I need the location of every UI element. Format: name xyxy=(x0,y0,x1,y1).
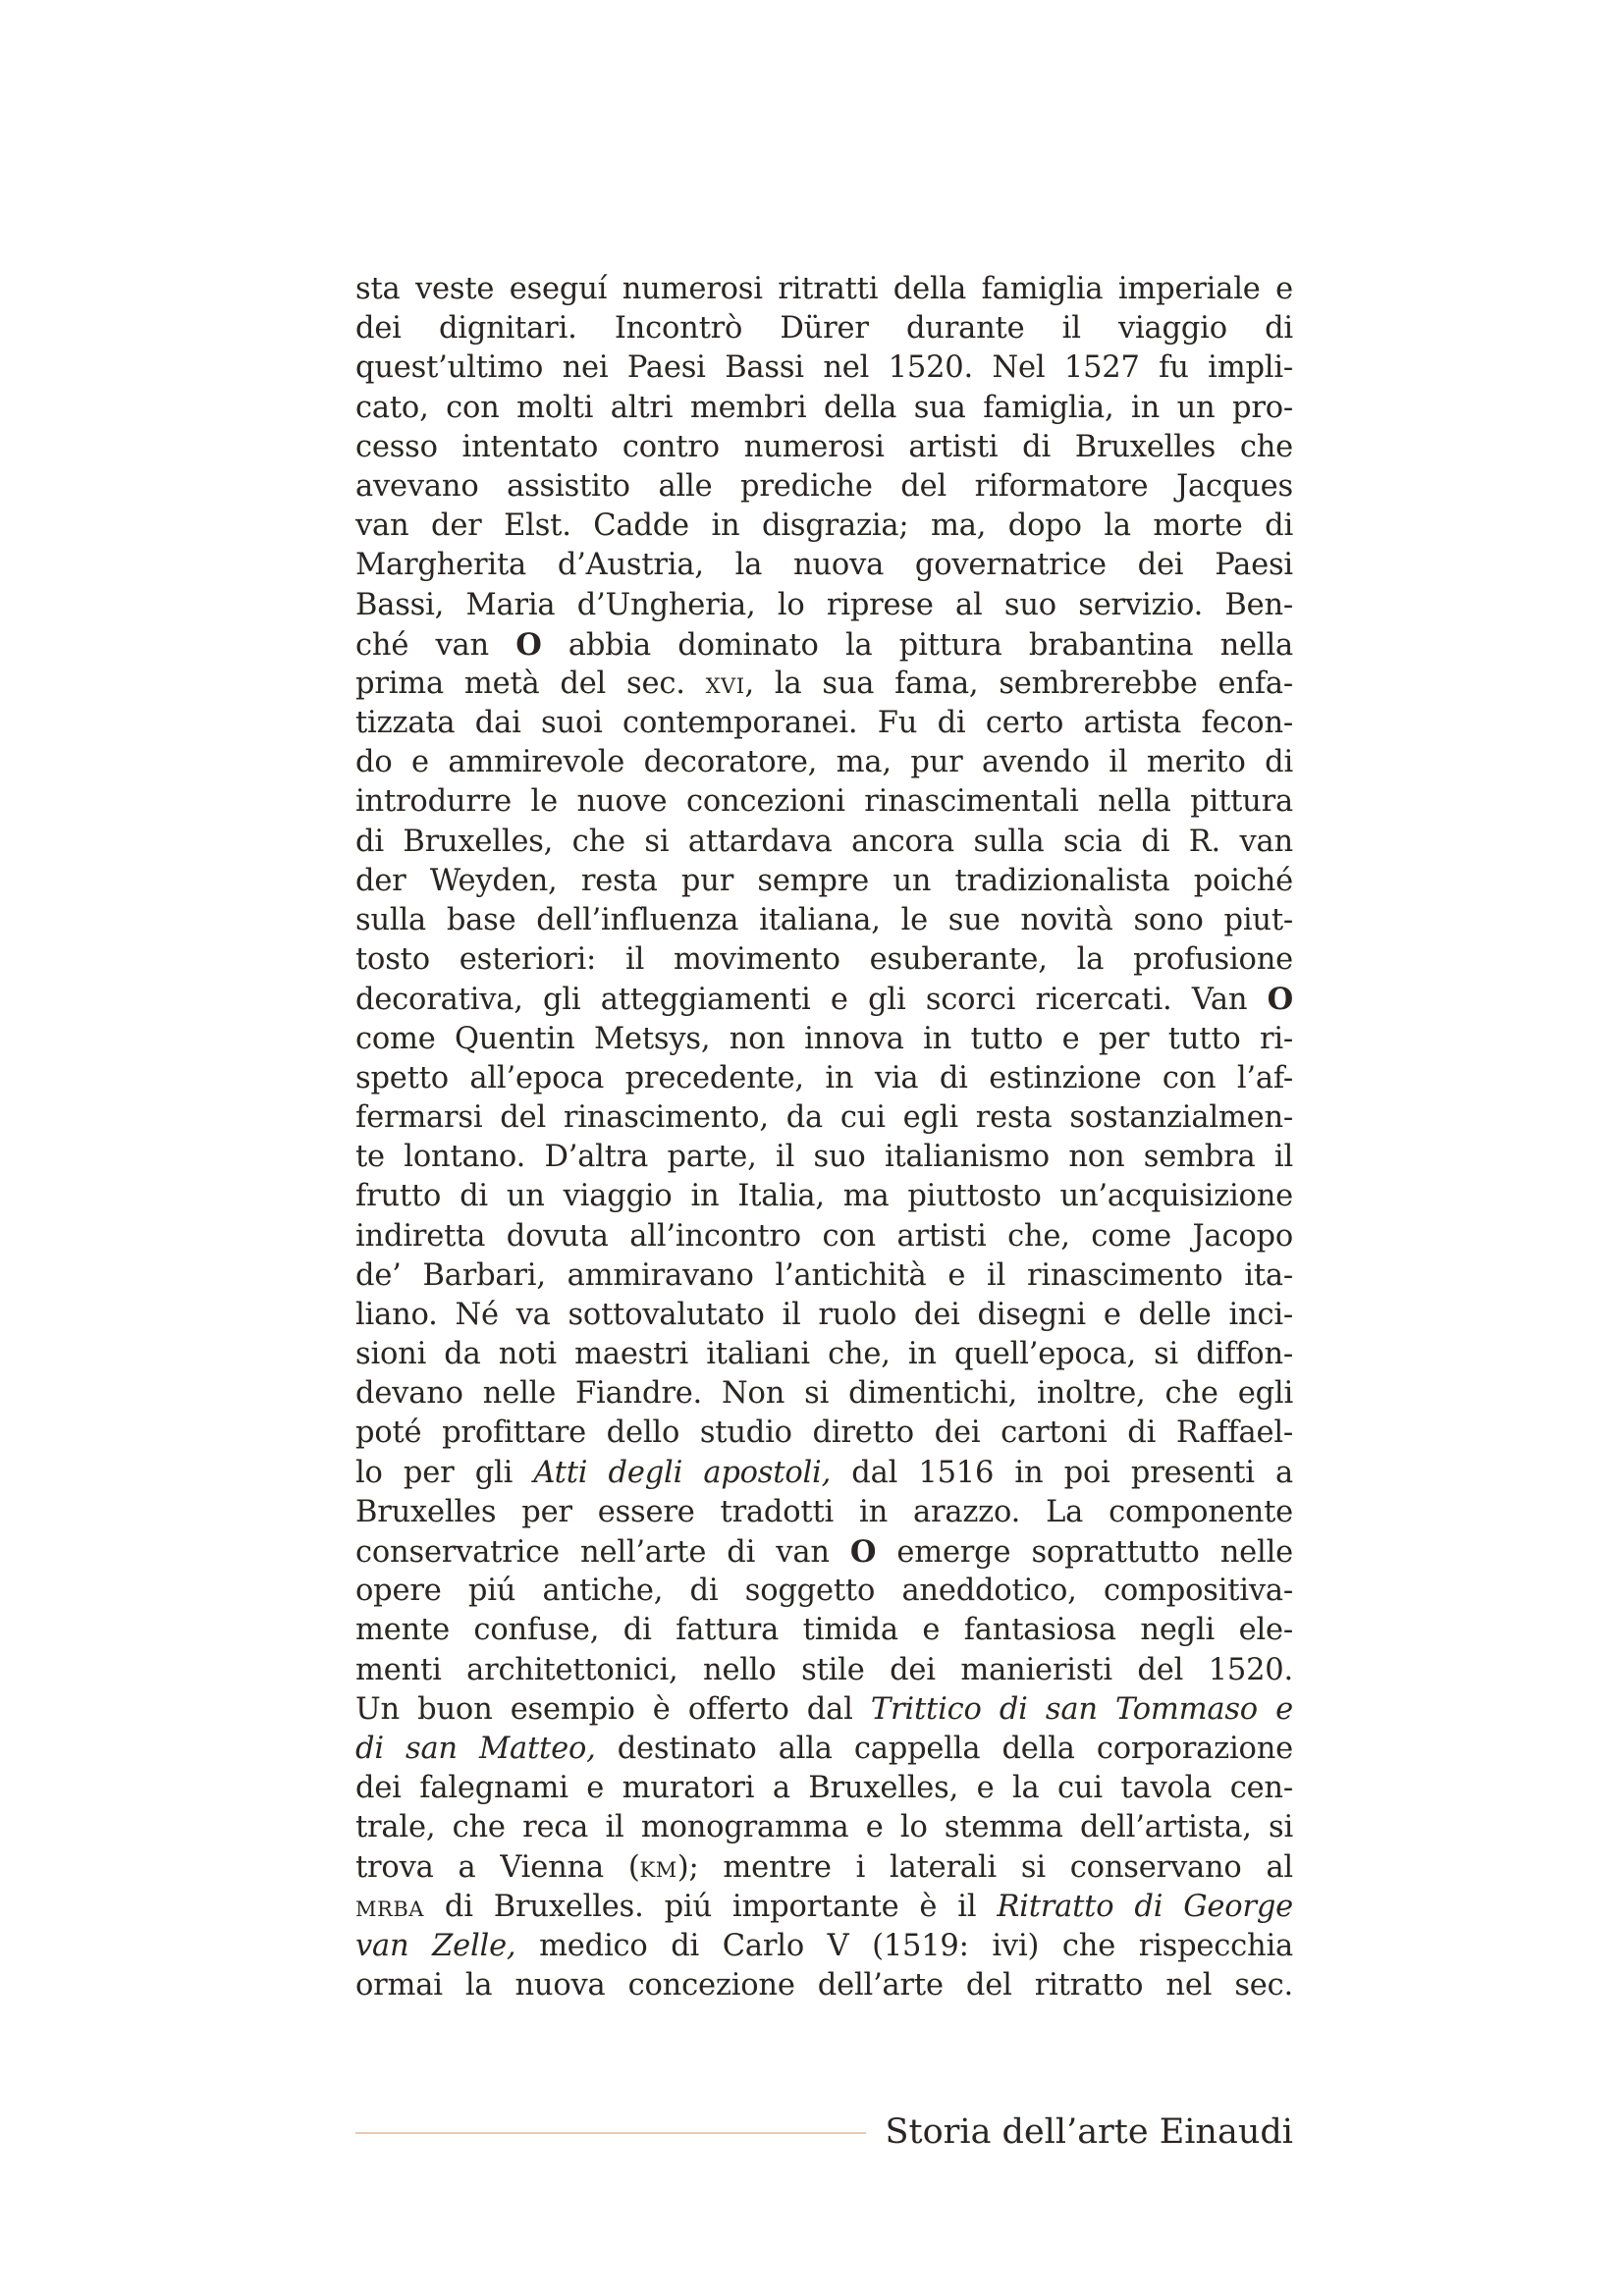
text-segment: ); mentre i laterali si conservano al xyxy=(676,1849,1293,1885)
text-segment: devano nelle Fiandre. Non si dimentichi, inoltre, che egli xyxy=(355,1376,1293,1412)
text-segment: prima metà del sec. xyxy=(355,666,706,701)
text-segment: emerge soprattutto nelle xyxy=(876,1535,1293,1570)
text-line xyxy=(355,348,1293,388)
text-segment: mente confuse, di fattura timida e fantasiosa negli ele- xyxy=(355,1613,1293,1648)
text-segment: introdurre le nuove concezioni rinascimentali nella pittura xyxy=(355,784,1293,820)
text-segment: tizzata dai suoi contemporanei. Fu di certo artista fecon- xyxy=(355,706,1293,741)
text-line xyxy=(355,1651,1293,1690)
artwork-title: Atti degli apostoli, xyxy=(533,1455,832,1490)
text-segment: sulla base dell’influenza italiana, le sue novità sono piut- xyxy=(355,903,1293,937)
text-segment: ormai la nuova concezione dell’arte del ritratto nel sec. xyxy=(355,1968,1293,2003)
text-line xyxy=(355,1966,1293,2005)
text-segment: km xyxy=(639,1849,677,1885)
text-segment: medico di Carlo V (1519: ivi) che rispecchia xyxy=(515,1928,1294,1963)
text-line xyxy=(355,665,1293,704)
text-segment: di Bruxelles, che si attardava ancora sulla scia di R. van xyxy=(355,824,1293,859)
text-line xyxy=(355,1848,1293,1888)
text-line xyxy=(355,546,1293,585)
text-segment: abbia dominato la pittura brabantina nella xyxy=(541,627,1293,663)
text-line xyxy=(355,507,1293,546)
text-line xyxy=(355,743,1293,782)
artwork-title: van Zelle, xyxy=(355,1928,516,1963)
text-segment: conservatrice nell’arte di van xyxy=(355,1535,850,1570)
text-segment: do e ammirevole decoratore, ma, pur avendo il merito di xyxy=(355,745,1293,780)
text-segment: decorativa, gli atteggiamenti e gli scorci ricercati. Van xyxy=(355,983,1268,1018)
text-segment: spetto all’epoca precedente, in via di estinzione con l’af- xyxy=(355,1060,1293,1095)
text-line xyxy=(355,1138,1293,1177)
text-line xyxy=(355,309,1293,348)
text-line xyxy=(355,389,1293,428)
text-segment: frutto di un viaggio in Italia, ma piuttosto un’acquisizione xyxy=(355,1179,1293,1214)
text-segment: cato, con molti altri membri della sua famiglia, in un pro- xyxy=(355,390,1293,425)
text-line xyxy=(355,1730,1293,1769)
text-line xyxy=(355,1572,1293,1611)
text-segment: di Bruxelles. piú importante è il xyxy=(423,1889,998,1924)
text-line xyxy=(355,1256,1293,1296)
text-segment: Bassi, Maria d’Ungheria, lo riprese al suo servizio. Ben- xyxy=(355,587,1293,622)
text-line xyxy=(355,704,1293,743)
artwork-title: Ritratto di George xyxy=(997,1889,1293,1924)
text-line xyxy=(355,270,1293,309)
text-segment: trova a Vienna ( xyxy=(355,1849,640,1885)
text-line xyxy=(355,428,1293,467)
text-segment: xvi xyxy=(705,666,745,701)
text-line xyxy=(355,1690,1293,1730)
text-segment: van der Elst. Cadde in disgrazia; ma, dopo la morte di xyxy=(355,508,1293,544)
text-segment: opere piú antiche, di soggetto aneddotico, compositiva- xyxy=(355,1574,1293,1609)
text-segment: cesso intentato contro numerosi artisti di Bruxelles che xyxy=(355,429,1293,464)
text-segment: dal 1516 in poi presenti a xyxy=(831,1455,1293,1490)
artist-initial: O xyxy=(849,1534,877,1570)
page-footer xyxy=(355,2109,1293,2156)
text-segment: der Weyden, resta pur sempre un tradizionalista poiché xyxy=(355,863,1293,898)
text-line xyxy=(355,1335,1293,1374)
footer-title: Storia dell’arte Einaudi xyxy=(885,2112,1293,2152)
text-segment: dei falegnami e muratori a Bruxelles, e la cui tavola cen- xyxy=(355,1771,1293,1806)
text-line xyxy=(355,467,1293,507)
body-text xyxy=(355,270,1293,2005)
text-line xyxy=(355,625,1293,665)
text-line xyxy=(355,1769,1293,1808)
text-segment: Un buon esempio è offerto dal xyxy=(355,1691,871,1727)
text-segment: menti architettonici, nello stile dei manieristi del 1520. xyxy=(355,1652,1293,1687)
text-line xyxy=(355,1217,1293,1256)
text-line xyxy=(355,862,1293,901)
text-segment: tosto esteriori: il movimento esuberante, la profusione xyxy=(355,942,1293,978)
text-line xyxy=(355,1532,1293,1572)
text-line xyxy=(355,1927,1293,1966)
text-segment: te lontano. D’altra parte, il suo italianismo non sembra il xyxy=(355,1140,1293,1175)
text-segment: indiretta dovuta all’incontro con artisti che, come Jacopo xyxy=(355,1218,1293,1254)
text-segment: Bruxelles per essere tradotti in arazzo. La componente xyxy=(355,1494,1293,1529)
text-line xyxy=(355,940,1293,980)
text-line xyxy=(355,980,1293,1019)
text-line xyxy=(355,1454,1293,1493)
text-segment: Margherita d’Austria, la nuova governatrice dei Paesi xyxy=(355,548,1293,583)
text-line xyxy=(355,1808,1293,1847)
text-segment: sta veste eseguí numerosi ritratti della famiglia imperiale e xyxy=(355,272,1293,306)
text-segment: , la sua fama, sembrerebbe enfa- xyxy=(744,666,1294,701)
text-segment: sioni da noti maestri italiani che, in quell’epoca, si diffon- xyxy=(355,1337,1293,1372)
text-segment: come Quentin Metsys, non innova in tutto e per tutto ri- xyxy=(355,1021,1293,1056)
artwork-title: di san Matteo, xyxy=(355,1731,596,1766)
text-line xyxy=(355,1177,1293,1216)
text-segment: de’ Barbari, ammiravano l’antichità e il rinascimento ita- xyxy=(355,1257,1293,1293)
text-line xyxy=(355,1374,1293,1414)
text-line xyxy=(355,1493,1293,1532)
text-segment: avevano assistito alle prediche del riformatore Jacques xyxy=(355,468,1293,504)
footer-rule xyxy=(355,2132,866,2134)
text-line xyxy=(355,1020,1293,1059)
text-line xyxy=(355,823,1293,862)
text-segment: poté profittare dello studio diretto dei cartoni di Raffael- xyxy=(355,1415,1293,1451)
text-segment: liano. Né va sottovalutato il ruolo dei disegni e delle inci- xyxy=(355,1297,1293,1332)
text-segment: ché van xyxy=(355,627,516,663)
text-line xyxy=(355,1888,1293,1927)
text-line xyxy=(355,1059,1293,1098)
text-segment: quest’ultimo nei Paesi Bassi nel 1520. Nel 1527 fu impli- xyxy=(355,350,1293,386)
text-segment: trale, che reca il monogramma e lo stemma dell’artista, si xyxy=(355,1810,1293,1845)
artwork-title: Trittico di san Tommaso e xyxy=(870,1691,1294,1727)
artist-initial: O xyxy=(515,626,542,663)
text-segment: lo per gli xyxy=(355,1455,534,1490)
text-line xyxy=(355,1414,1293,1453)
text-line xyxy=(355,782,1293,822)
text-line xyxy=(355,901,1293,940)
text-line xyxy=(355,1296,1293,1335)
text-line xyxy=(355,1611,1293,1650)
text-segment: mrba xyxy=(355,1889,424,1924)
text-line xyxy=(355,586,1293,625)
text-segment: dei dignitari. Incontrò Dürer durante il viaggio di xyxy=(355,311,1293,347)
text-segment: fermarsi del rinascimento, da cui egli resta sostanzialmen- xyxy=(355,1099,1293,1135)
artist-initial: O xyxy=(1267,982,1293,1018)
text-segment: destinato alla cappella della corporazione xyxy=(595,1731,1293,1766)
text-line xyxy=(355,1098,1293,1138)
